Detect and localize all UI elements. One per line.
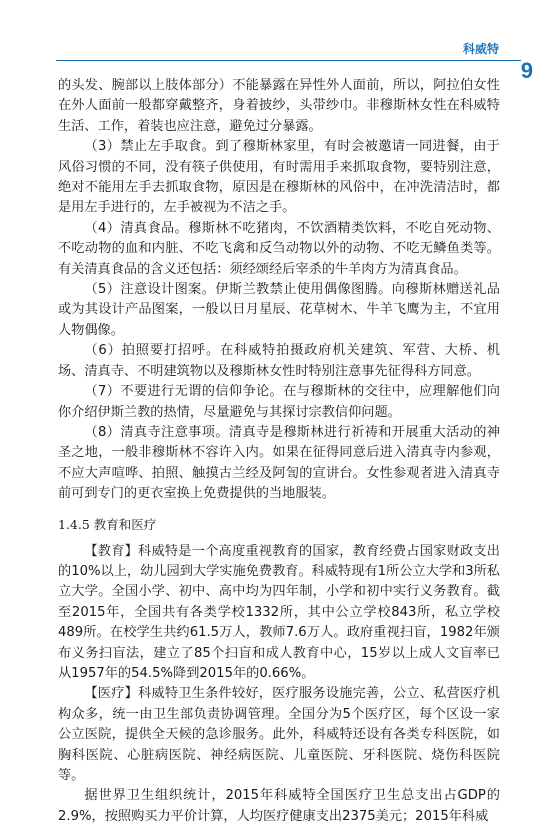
header-rule — [56, 60, 521, 61]
paragraph-halal-food: （4）清真食品。穆斯林不吃猪肉，不饮酒精类饮料，不吃自死动物、不吃动物的血和内脏、不吃飞禽和反刍动物以外的动物、不吃无鳞鱼类等。有关清真食品的含义还包括：须经颂经后宰杀的牛羊肉方为清真食品。 — [58, 220, 500, 277]
paragraph-education: 【教育】科威特是一个高度重视教育的国家，教育经费占国家财政支出的10%以上，幼儿园到大学实施免费教育。科威特现有1所公立大学和3所私立大学。全国小学、初中、高中均为四年制，小学和初中实行义务教育。截至2015年，全国共有各类学校1332所，其中公立学校843所，私立学校489所。在校学生共约61.5万人，教师7.6万人。政府重视扫盲，1982年颁布义务扫盲法，建立了85个扫盲和成人教育中心，15岁以上成人文盲率已从1957年的54.5%降到2015年的0.66%。 — [58, 543, 500, 681]
page-number: 9 — [520, 58, 533, 83]
paragraph-dress-code: 的头发、腕部以上肢体部分）不能暴露在异性外人面前，所以，阿拉伯女性在外人面前一般都穿戴整齐，身着披纱，头带纱巾。非穆斯林女性在科威特生活、工作，着装也应注意，避免过分暴露。 — [58, 78, 500, 134]
paragraph-religious-debate: （7）不要进行无谓的信仰争论。在与穆斯林的交往中，应理解他们向你介绍伊斯兰教的热情，尽量避免与其探讨宗教信仰问题。 — [58, 384, 500, 420]
running-header-label: 科威特 — [462, 42, 499, 56]
paragraph-design-patterns: （5）注意设计图案。伊斯兰教禁止使用偶像图腾。向穆斯林赠送礼品或为其设计产品图案，一般以日月星辰、花草树木、牛羊飞鹰为主，不宜用人物偶像。 — [58, 282, 500, 338]
paragraph-mosque: （8）清真寺注意事项。清真寺是穆斯林进行祈祷和开展重大活动的神圣之地，一般非穆斯林不容许入内。如果在征得同意后进入清真寺内参观，不应大声喧哗、拍照、触摸古兰经及阿訇的宣讲台。女性参观者进入清真寺前可到专门的更衣室换上免费提供的当地服装。 — [58, 424, 500, 502]
paragraph-left-hand: （3）禁止左手取食。到了穆斯林家里，有时会被邀请一同进餐，由于风俗习惯的不同，没有筷子供使用，有时需用手来抓取食物，要特别注意，绝对不能用左手去抓取食物，原因是在穆斯林的风俗中，在冲洗清洁时，都是用左手进行的，左手被视为不洁之手。 — [58, 139, 500, 216]
paragraph-who-statistics: 据世界卫生组织统计，2015年科威特全国医疗卫生总支出占GDP的2.9%，按照购买力平价计算，人均医疗健康支出2375美元；2015年科威 — [58, 788, 500, 824]
page-body — [58, 76, 500, 827]
paragraph-photography: （6）拍照要打招呼。在科威特拍摄政府机关建筑、军营、大桥、机场、清真寺、不明建筑物以及穆斯林女性时特别注意事先征得科方同意。 — [58, 343, 500, 379]
paragraph-healthcare: 【医疗】科威特卫生条件较好，医疗服务设施完善，公立、私营医疗机构众多，统一由卫生部负责协调管理。全国分为5个医疗区，每个区设一家公立医院，提供全天候的急诊服务。此外，科威特还设有各类专科医院，如胸科医院、心脏病医院、神经病医院、儿童医院、牙科医院、烧伤科医院等。 — [58, 686, 500, 783]
section-heading: 1.4.5 教育和医疗 — [58, 516, 157, 532]
